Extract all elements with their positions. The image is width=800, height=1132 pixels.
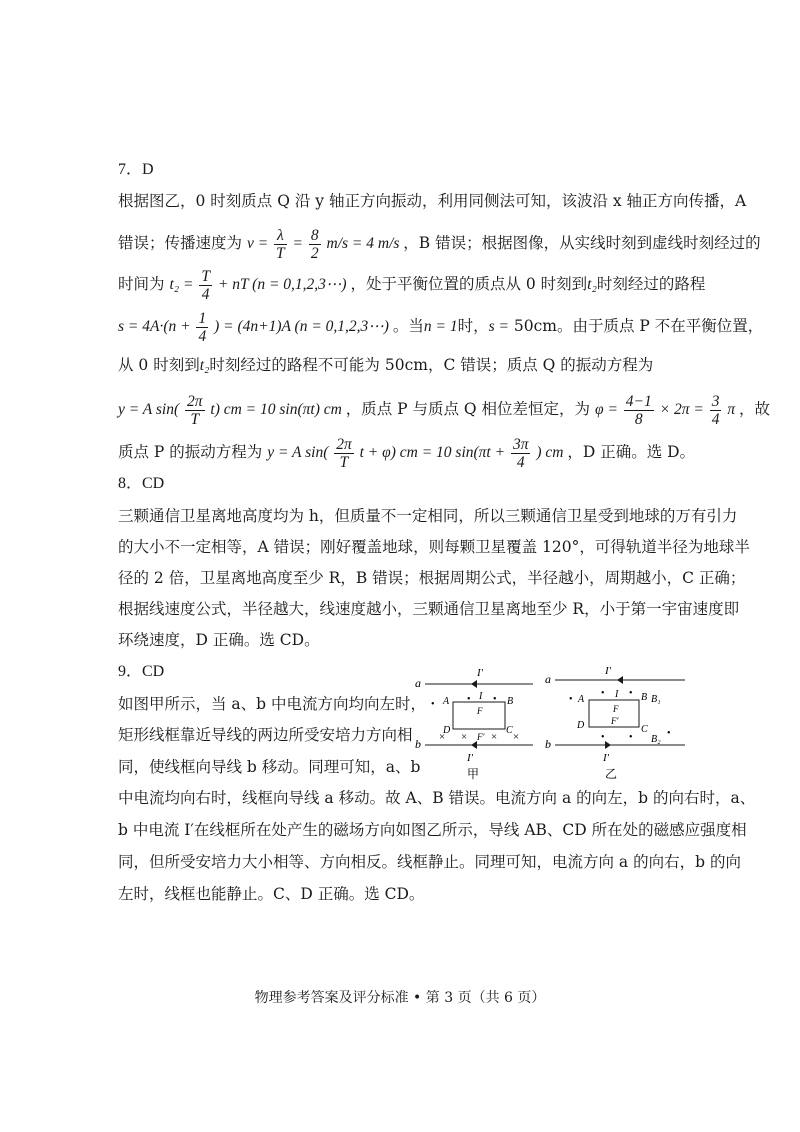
q8-line-1: 三颗通信卫星离地高度均为 h，但质量不一定相同，所以三颗通信卫星受到地球的万有引力: [118, 507, 738, 525]
q8-line-3: 径的 2 倍，卫星离地高度至少 R，B 错误；根据周期公式，半径越小，周期越小，C 正确；: [118, 569, 746, 587]
svg-text:A: A: [443, 696, 450, 707]
q8-line-5: 环绕速度，D 正确。选 CD。: [118, 631, 320, 649]
svg-text:•: •: [601, 732, 605, 743]
wire-loop-figures: [405, 662, 695, 782]
time-formula: t₂ = $\frac{T}{4}$ + nT (n = 0,1,2,3⋯): [169, 268, 347, 303]
wire-a-label: a: [415, 676, 421, 690]
q7-line-2: 错误；传播速度为 v = $\frac{\lambda}{T}$ = $\frac{8}{2}$ m/s = 4 m/s ，B 错误；根据图像，从实线时刻到虚线时刻经过的: [118, 227, 761, 262]
svg-text:•: •: [493, 694, 497, 705]
svg-text:•: •: [467, 694, 471, 705]
figure-jia: [415, 667, 533, 781]
svg-text:C: C: [506, 725, 513, 736]
q7-line-3: 时间为 t₂ = $\frac{T}{4}$ + nT (n = 0,1,2,3⋯) ，处于平衡位置的质点从 0 时刻到t₂时刻经过的路程: [118, 268, 706, 303]
svg-text:•: •: [629, 732, 633, 743]
q7-line-1: 根据图乙，0 时刻质点 Q 沿 y 轴正方向振动，利用同侧法可知，该波沿 x 轴正方向传播，A: [118, 192, 747, 210]
svg-text:×: ×: [439, 731, 446, 743]
svg-text:•: •: [431, 699, 435, 710]
svg-text:I′: I′: [605, 665, 612, 677]
q7-line-4: s = 4A·(n + $\frac{1}{4}$ ) = (4n+1)A (n = 0,1,2,3⋯) 。当n = 1时，s = 50cm。由于质点 P 不在平衡位置，: [118, 310, 764, 345]
svg-text:B₁: B₁: [651, 694, 661, 705]
caption-jia: 甲: [467, 767, 480, 781]
q7-line-5: 从 0 时刻到t₂时刻经过的路程不可能为 50cm，C 错误；质点 Q 的振动方程为: [118, 356, 654, 374]
svg-text:a: a: [545, 672, 551, 686]
svg-text:•: •: [569, 694, 573, 705]
q8-line-2: 的大小不一定相等，A 错误；刚好覆盖地球，则每颗卫星覆盖 120°，可得轨道半径为地球半: [118, 538, 750, 556]
q-vibration-equation: y = A sin( $\frac{2\pi}{T}$ t) cm = 10 sin(πt) cm: [118, 393, 342, 428]
svg-text:•: •: [667, 728, 671, 739]
svg-text:A: A: [578, 694, 585, 705]
svg-text:F: F: [477, 706, 483, 716]
q9-line-6: 同，但所受安培力大小相等、方向相反。线框静止。同理可知，电流方向 a 的向右，b 的向: [118, 853, 741, 871]
q7-heading: 7．D: [118, 161, 154, 178]
svg-text:I: I: [479, 691, 483, 702]
svg-text:I: I: [615, 689, 619, 700]
svg-text:B₂: B₂: [651, 734, 661, 745]
svg-text:b: b: [545, 737, 551, 751]
q9-line-4: 中电流均向右时，线框向导线 a 移动。故 A、B 错误。电流方向 a 的向左，b 的向右时，a、: [118, 789, 756, 807]
q9-line-7: 左时，线框也能静止。C、D 正确。选 CD。: [118, 885, 425, 903]
path-formula: s = 4A·(n + $\frac{1}{4}$ ) = (4n+1)A (n = 0,1,2,3⋯): [118, 310, 389, 345]
svg-text:I′: I′: [467, 752, 474, 764]
q9-heading: 9．CD: [118, 663, 165, 680]
arrow-left-icon: [471, 680, 477, 688]
q8-line-4: 根据线速度公式，半径越大，线速度越小，三颗通信卫星离地至少 R，小于第一宇宙速度即: [118, 600, 740, 618]
q9-line-2: 矩形线框靠近导线的两边所受安培力方向相: [118, 726, 413, 744]
svg-text:F′: F′: [611, 716, 619, 726]
svg-text:D: D: [443, 725, 451, 736]
q7-line-7: 质点 P 的振动方程为 y = A sin( $\frac{2\pi}{T}$ t + φ) cm = 10 sin(πt + $\frac{3\pi}{4}$ ) cm ，D 正确。选 D。: [118, 436, 696, 471]
wire-b-label: b: [415, 737, 421, 751]
arrow-right-icon: [605, 741, 611, 749]
q9-line-1: 如图甲所示，当 a、b 中电流方向均向左时，: [118, 695, 427, 713]
svg-text:F: F: [613, 704, 619, 714]
caption-yi: 乙: [605, 767, 618, 781]
svg-text:C: C: [641, 724, 648, 735]
svg-text:×: ×: [491, 731, 498, 743]
svg-text:F′: F′: [477, 732, 485, 742]
phase-difference-formula: φ = $\frac{4-1}{8}$ × 2π = $\frac{3}{4}$ π: [595, 393, 736, 428]
svg-text:B: B: [507, 696, 514, 707]
q7-line-6: y = A sin( $\frac{2\pi}{T}$ t) cm = 10 sin(πt) cm ，质点 P 与质点 Q 相位差恒定，为 φ = $\frac{4-1}{8}$ × 2π = $\frac{3}{4}$ π ，故: [118, 393, 770, 428]
svg-text:•: •: [601, 688, 605, 699]
q8-heading: 8．CD: [118, 475, 165, 492]
arrow-left-icon: [471, 741, 477, 749]
p-vibration-equation: y = A sin( $\frac{2\pi}{T}$ t + φ) cm = 10 sin(πt + $\frac{3\pi}{4}$ ) cm: [267, 436, 564, 471]
svg-text:I′: I′: [603, 752, 610, 764]
q9-line-3: 同，使线框向导线 b 移动。同理可知，a、b: [118, 758, 421, 776]
svg-text:×: ×: [513, 731, 520, 743]
arrow-left-icon: [617, 676, 623, 684]
svg-text:•: •: [629, 688, 633, 699]
figure-yi: [545, 665, 685, 781]
svg-text:D: D: [577, 720, 585, 731]
page-footer: 物理参考答案及评分标准 • 第 3 页（共 6 页）: [254, 990, 546, 1006]
svg-text:I′: I′: [477, 667, 484, 679]
svg-text:B: B: [641, 692, 648, 703]
svg-text:×: ×: [461, 731, 468, 743]
q9-line-5: b 中电流 I′在线框所在处产生的磁场方向如图乙所示，导线 AB、CD 所在处的磁感应强度相: [118, 821, 747, 839]
velocity-formula: v = $\frac{\lambda}{T}$ = $\frac{8}{2}$ m/s = 4 m/s: [246, 227, 400, 262]
